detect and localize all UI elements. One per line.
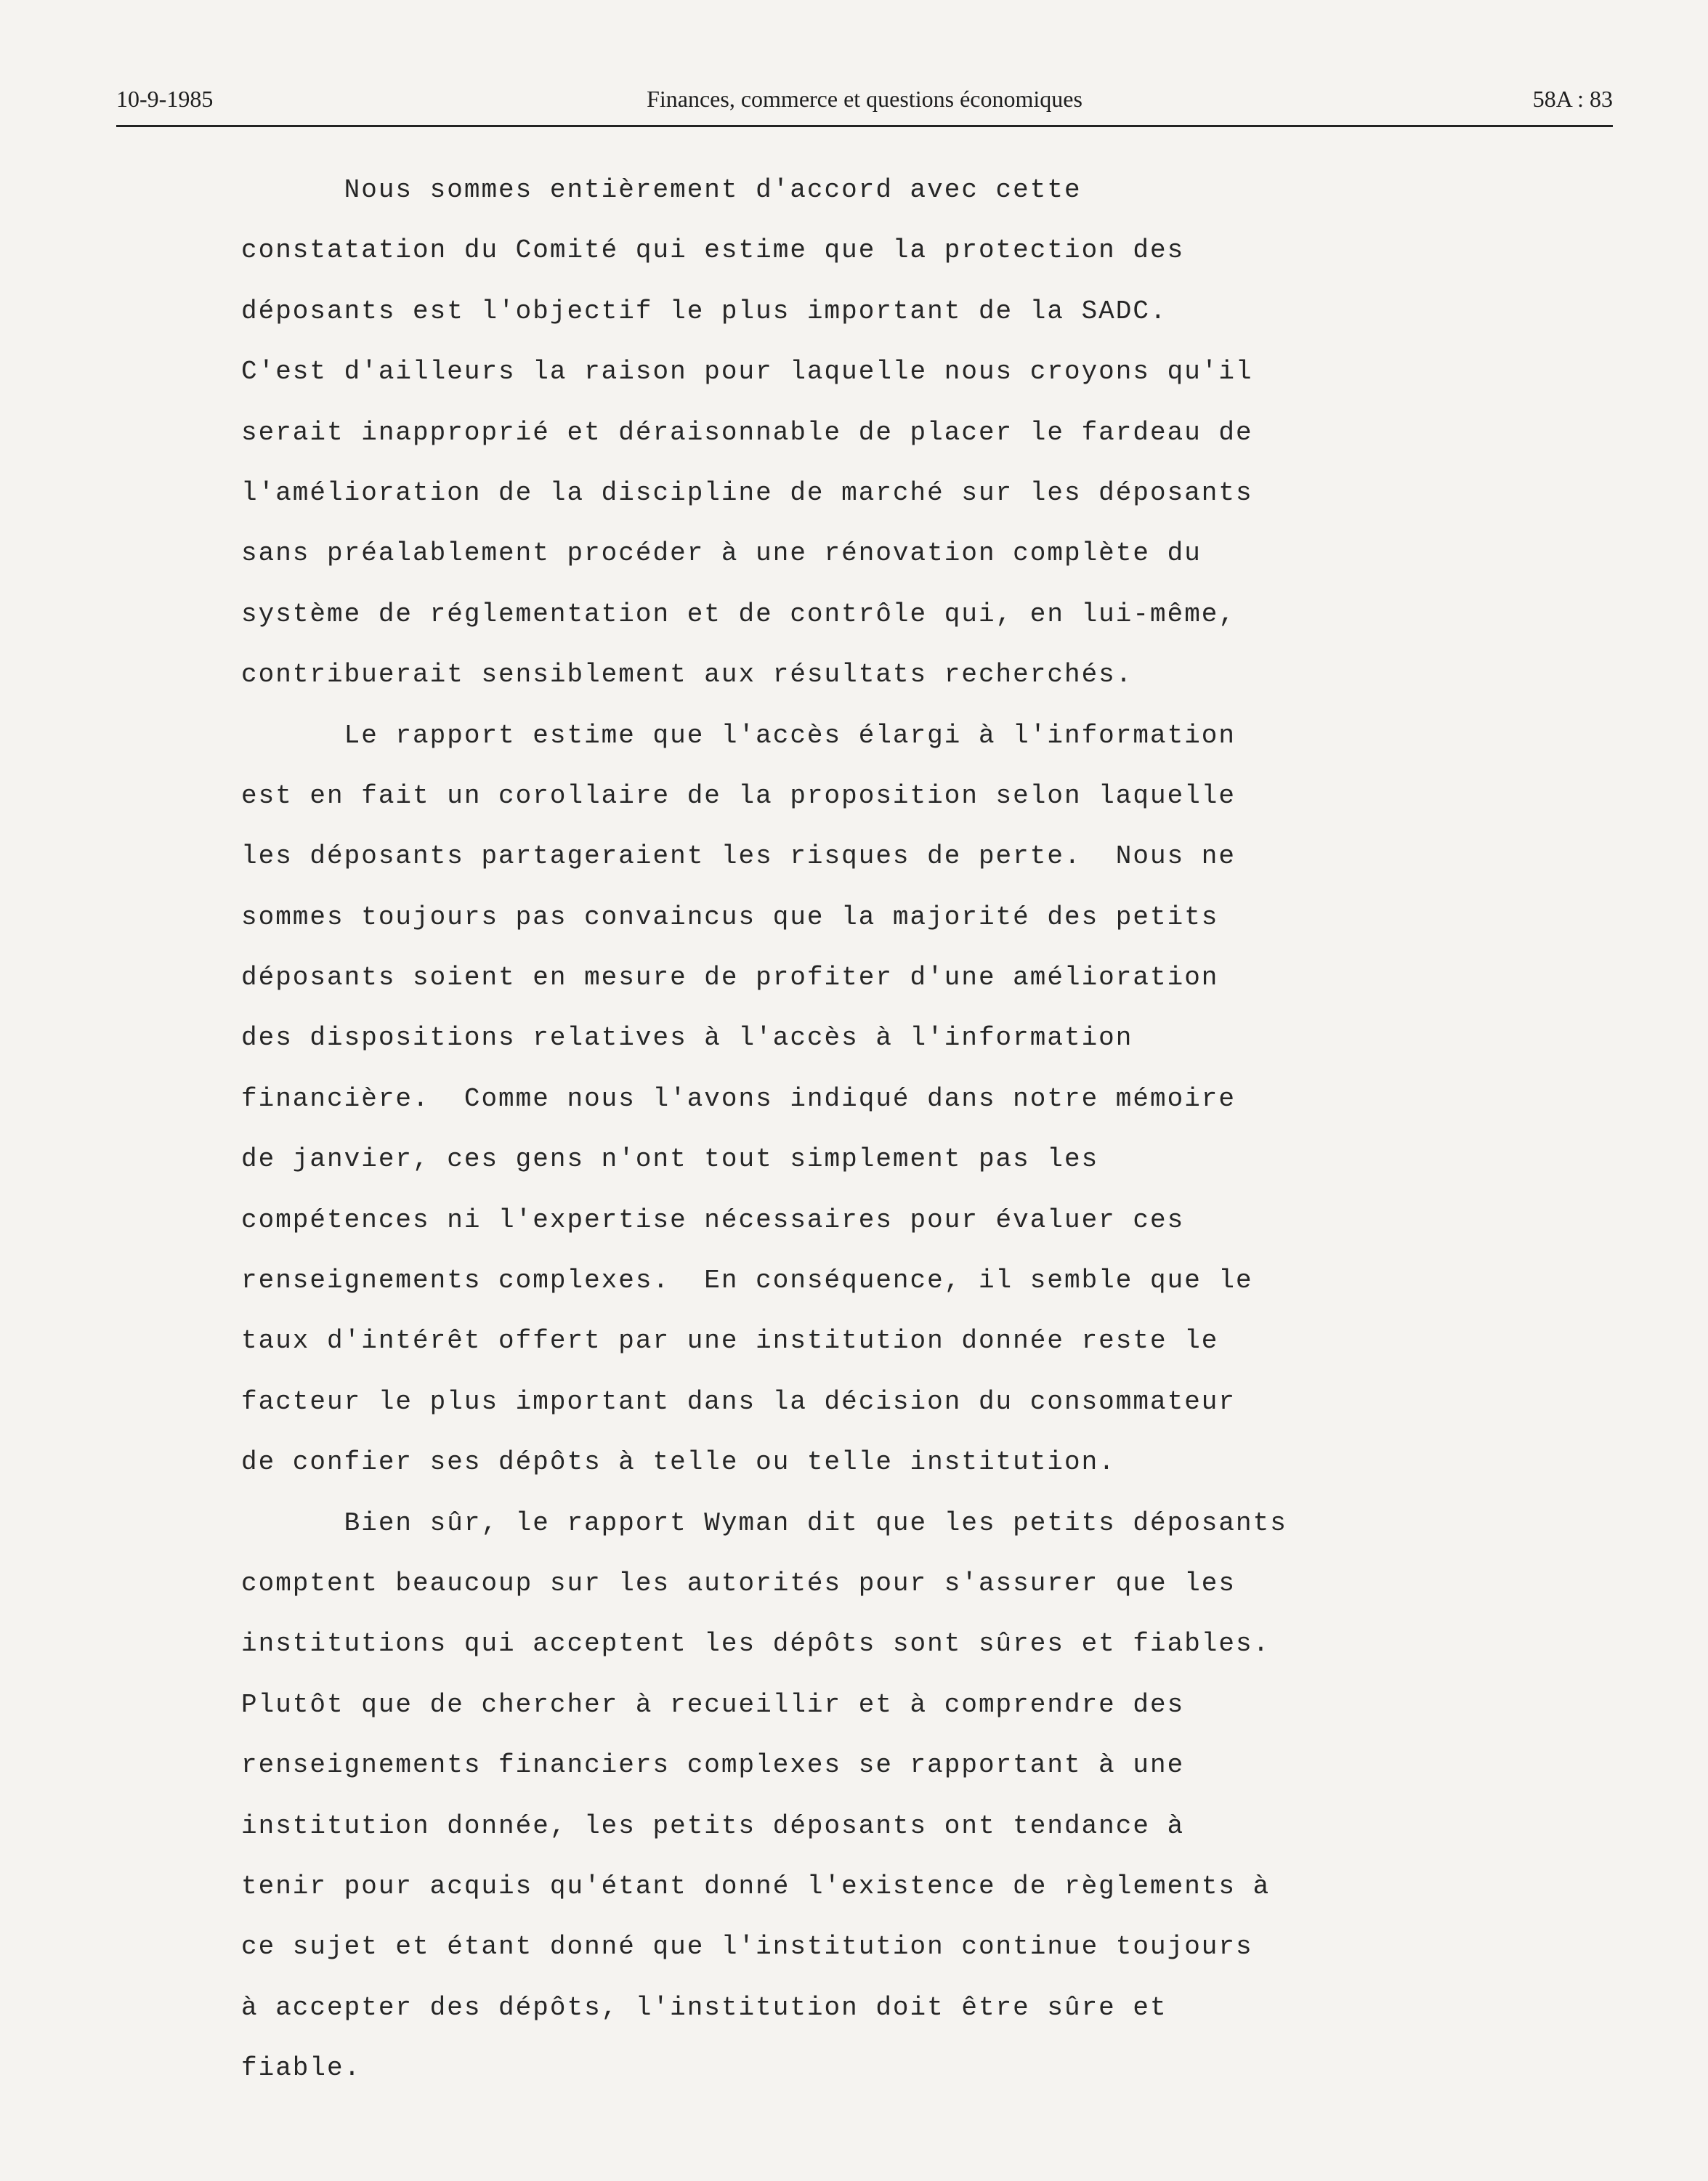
text-line: Le rapport estime que l'accès élargi à l'information bbox=[241, 720, 1237, 750]
text-line: déposants est l'objectif le plus important de la SADC. bbox=[241, 296, 1167, 326]
body-text bbox=[241, 160, 1491, 2099]
text-line: tenir pour acquis qu'étant donné l'existence de règlements à bbox=[241, 1871, 1271, 1901]
text-line: ce sujet et étant donné que l'institution continue toujours bbox=[241, 1932, 1253, 1962]
text-line: sommes toujours pas convaincus que la majorité des petits bbox=[241, 902, 1219, 932]
text-line: serait inapproprié et déraisonnable de placer le fardeau de bbox=[241, 417, 1253, 448]
text-line: renseignements financiers complexes se rapportant à une bbox=[241, 1750, 1185, 1781]
text-line: C'est d'ailleurs la raison pour laquelle nous croyons qu'il bbox=[241, 357, 1253, 387]
text-line: à accepter des dépôts, l'institution doit être sûre et bbox=[241, 1992, 1167, 2023]
text-line: est en fait un corollaire de la proposition selon laquelle bbox=[241, 780, 1237, 811]
text-line: de confier ses dépôts à telle ou telle institution. bbox=[241, 1447, 1116, 1478]
header-rule bbox=[116, 125, 1613, 127]
text-line: comptent beaucoup sur les autorités pour s'assurer que les bbox=[241, 1568, 1237, 1598]
text-line: renseignements complexes. En conséquence, il semble que le bbox=[241, 1266, 1253, 1296]
text-line: institution donnée, les petits déposants ont tendance à bbox=[241, 1810, 1185, 1841]
text-line: Plutôt que de chercher à recueillir et à comprendre des bbox=[241, 1689, 1185, 1720]
header-date: 10-9-1985 bbox=[116, 86, 214, 112]
text-line: l'amélioration de la discipline de marché sur les déposants bbox=[241, 477, 1253, 508]
text-line: déposants soient en mesure de profiter d'une amélioration bbox=[241, 963, 1219, 993]
text-line: des dispositions relatives à l'accès à l'information bbox=[241, 1023, 1133, 1053]
text-line: financière. Comme nous l'avons indiqué dans notre mémoire bbox=[241, 1083, 1237, 1114]
text-line: facteur le plus important dans la décision du consommateur bbox=[241, 1386, 1237, 1417]
text-line: les déposants partageraient les risques de perte. Nous ne bbox=[241, 841, 1237, 872]
page-header bbox=[116, 86, 1613, 129]
text-line: de janvier, ces gens n'ont tout simplement pas les bbox=[241, 1144, 1099, 1175]
text-line: taux d'intérêt offert par une institution donnée reste le bbox=[241, 1326, 1219, 1356]
text-line: fiable. bbox=[241, 2053, 362, 2084]
text-line: institutions qui acceptent les dépôts sont sûres et fiables. bbox=[241, 1629, 1271, 1659]
text-line: constatation du Comité qui estime que la protection des bbox=[241, 235, 1185, 266]
text-line: Nous sommes entièrement d'accord avec cette bbox=[241, 175, 1082, 205]
header-page-number: 58A : 83 bbox=[1532, 86, 1613, 112]
text-line: contribuerait sensiblement aux résultats recherchés. bbox=[241, 660, 1133, 690]
text-line: compétences ni l'expertise nécessaires pour évaluer ces bbox=[241, 1205, 1185, 1235]
text-line: Bien sûr, le rapport Wyman dit que les petits déposants bbox=[241, 1508, 1287, 1538]
text-line: système de réglementation et de contrôle qui, en lui-même, bbox=[241, 599, 1237, 629]
text-line: sans préalablement procéder à une rénovation complète du bbox=[241, 538, 1202, 569]
header-title: Finances, commerce et questions économiques bbox=[647, 86, 1082, 112]
